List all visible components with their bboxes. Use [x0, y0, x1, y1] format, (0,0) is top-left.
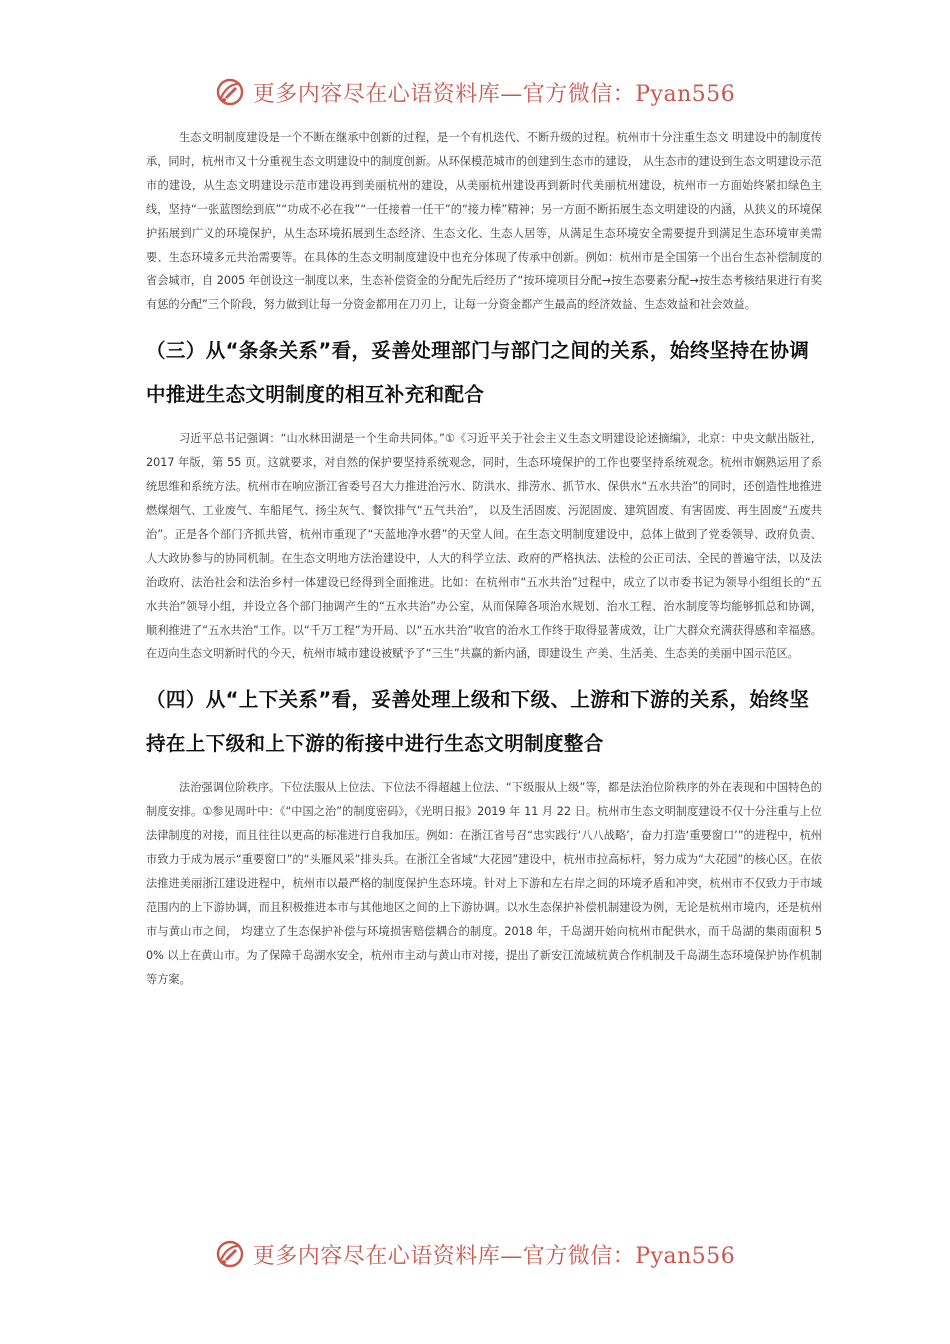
paragraph-upper-lower-relations: 法治强调位阶秩序。下位法服从上位法、下位法不得超越上位法、“下级服从上级”等，都是法治位阶秩序的外在表现和中国特色的制度安排。①参见周叶中：《“中国之治”的制度密码》，《光明日报》2019 年 11 月 22 日。杭州市生态文明制度建设不仅十分注重与上位法律制度的对接，而且往往以更高的标准进行自我加压。例如：在浙江省号召“忠实践行‘八八战略’，奋力打造‘重要窗口’”的进程中，杭州市致力于成为展示“重要窗口”的“头雁风采”排头兵。在浙江全省域“大花园”建设中，杭州市拉高标杆，努力成为“大花园”的核心区。在依法推进美丽浙江建设进程中，杭州市以最严格的制度保护生态环境。针对上下游和左右岸之间的环境矛盾和冲突，杭州市不仅致力于市域范围内的上下游协调，而且积极推进本市与其他地区之间的上下游协调。以水生态保护补偿机制建设为例，无论是杭州市境内，还是杭州市与黄山市之间， 均建立了生态保护补偿与环境损害赔偿耦合的制度。2018 年，千岛湖开始向杭州市配供水，而千岛湖的集雨面积 50% 以上在黄山市。为了保障千岛湖水安全，杭州市主动与黄山市对接，提出了新安江流域杭黄合作机制及千岛湖生态环境保护协作机制等方案。 — [146, 781, 822, 986]
banner-text: 更多内容尽在心语资料库—官方微信：Pyan556 — [252, 81, 736, 107]
paragraph-heritage-innovation: 生态文明制度建设是一个不断在继承中创新的过程，是一个有机迭代、不断升级的过程。杭州市十分注重生态文 明建设中的制度传承，同时，杭州市又十分重视生态文明建设中的制度创新。从环保模范城市的创建到生态市的建设， 从生态市的建设到生态文明建设示范市的建设，从生态文明建设示范市建设再到美丽杭州的建设，从美丽杭州建设再到新时代美丽杭州建设，杭州市一方面始终紧扣绿色主线，坚持“一张蓝图绘到底”“功成不必在我”“一任接着一任干”的“接力棒”精神；另一方面不断拓展生态文明建设的内涵，从狭义的环境保护拓展到广义的环境保护，从生态环境拓展到生态经济、生态文化、生态人居等，从满足生态环境安全需要提升到满足生态环境审美需要、生态环境多元共治需要等。在具体的生态文明制度建设中也充分体现了传承中创新。例如：杭州市是全国第一个出台生态补偿制度的省会城市，自 2005 年创设这一制度以来，生态补偿资金的分配先后经历了“按环境项目分配→按生态要素分配→按生态考核结果进行有奖有惩的分配”三个阶段，努力做到让每一分资金都用在刀刃上，让每一分资金都产生最高的经济效益、生态效益和社会效益。 — [146, 131, 822, 312]
section-heading-4: （四）从“上下关系”看，妥善处理上级和下级、上游和下游的关系，始终坚持在上下级和上下游的衔接中进行生态文明制度整合 — [146, 688, 810, 756]
section-heading-3: （三）从“条条关系”看，妥善处理部门与部门之间的关系，始终坚持在协调中推进生态文明制度的相互补充和配合 — [146, 339, 810, 407]
pen-logo-icon — [215, 1239, 245, 1269]
header-banner — [0, 72, 950, 112]
footer-banner — [0, 1234, 950, 1274]
paragraph-department-relations: 习近平总书记强调：“山水林田湖是一个生命共同体。”①《习近平关于社会主义生态文明建设论述摘编》，北京：中央文献出版社，2017 年版，第 55 页。这就要求，对自然的保护要坚持系统观念，同时，生态环境保护的工作也要坚持系统观念。杭州市娴熟运用了系统思维和系统方法。杭州市在响应浙江省委号召大力推进治污水、防洪水、排涝水、抓节水、保供水“五水共治”的同时，还创造性地推进燃煤烟气、工业废气、车船尾气、扬尘灰气、餐饮排气“五气共治”， 以及生活固废、污泥固废、建筑固废、有害固废、再生固废“五废共治”。正是各个部门齐抓共管，杭州市重现了“天蓝地净水碧”的天堂人间。在生态文明制度建设中，总体上做到了党委领导、政府负责、人大政协参与的协同机制。在生态文明地方法治建设中，人大的科学立法、政府的严格执法、法检的公正司法、全民的普遍守法，以及法治政府、法治社会和法治乡村一体建设已经得到全面推进。比如：在杭州市“五水共治”过程中，成立了以市委书记为领导小组组长的“五水共治”领导小组，并设立各个部门抽调产生的“五水共治”办公室，从而保障各项治水规划、治水工程、治水制度等均能够抓总和协调，顺利推进了“五水共治”工作。以“千万工程”为开局、以“五水共治”收官的治水工作终于取得显著成效，让广大群众充满获得感和幸福感。在迈向生态文明新时代的今天，杭州市城市建设被赋予了“三生”共赢的新内涵，即建设生 产美、生活美、生态美的美丽中国示范区。 — [146, 432, 822, 661]
document-body — [146, 126, 822, 991]
banner-text: 更多内容尽在心语资料库—官方微信：Pyan556 — [252, 1243, 736, 1269]
pen-logo-icon — [215, 77, 245, 107]
